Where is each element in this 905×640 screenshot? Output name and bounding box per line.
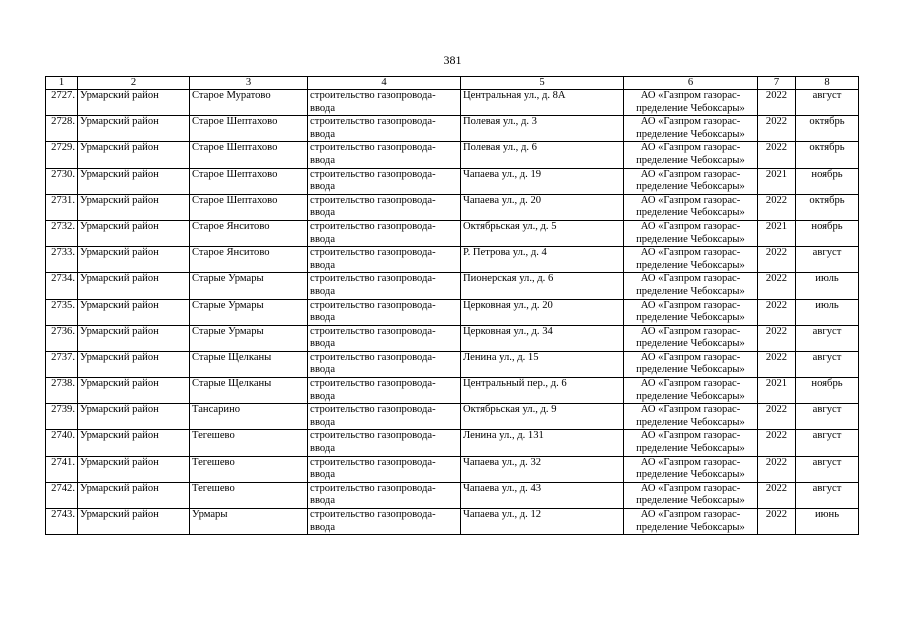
operator-cell-line: АО «Газпром газорас- — [640, 142, 741, 154]
district-cell: Урмарский район — [78, 378, 190, 404]
month-cell: октябрь — [796, 194, 859, 220]
work-type-cell-line: строительство газопровода- — [310, 168, 436, 180]
address-cell: Церковная ул., д. 34 — [461, 325, 624, 351]
operator-cell-line: АО «Газпром газорас- — [640, 194, 741, 206]
work-type-cell-line: ввода — [310, 443, 336, 455]
address-cell: Чапаева ул., д. 32 — [461, 456, 624, 482]
settlement-cell: Старые Щелканы — [190, 378, 308, 404]
row-number: 2742. — [46, 482, 78, 508]
address-cell: Ленина ул., д. 15 — [461, 351, 624, 377]
operator-cell-line: АО «Газпром газорас- — [640, 90, 741, 101]
table-row — [46, 325, 859, 351]
operator-cell-line: АО «Газпром газорас- — [640, 247, 741, 259]
row-number: 2737. — [46, 351, 78, 377]
month-cell: август — [796, 247, 859, 273]
operator-cell-line: пределение Чебоксары» — [636, 102, 745, 114]
settlement-cell: Тегешево — [190, 430, 308, 456]
settlement-cell: Старые Урмары — [190, 299, 308, 325]
work-type-cell — [308, 430, 461, 456]
month-cell: октябрь — [796, 142, 859, 168]
year-cell: 2022 — [758, 325, 796, 351]
row-number: 2728. — [46, 116, 78, 142]
operator-cell — [624, 325, 758, 351]
column-header: 8 — [796, 77, 859, 90]
operator-cell — [624, 299, 758, 325]
row-number: 2733. — [46, 247, 78, 273]
row-number: 2740. — [46, 430, 78, 456]
operator-cell-line: пределение Чебоксары» — [636, 233, 745, 245]
month-cell: июль — [796, 299, 859, 325]
work-type-cell-line: ввода — [310, 128, 336, 140]
operator-cell-line: АО «Газпром газорас- — [640, 351, 741, 363]
operator-cell — [624, 482, 758, 508]
operator-cell — [624, 404, 758, 430]
operator-cell-line: пределение Чебоксары» — [636, 259, 745, 271]
operator-cell — [624, 247, 758, 273]
address-cell: Полевая ул., д. 3 — [461, 116, 624, 142]
operator-cell-line: пределение Чебоксары» — [636, 285, 745, 297]
year-cell: 2022 — [758, 194, 796, 220]
work-type-cell — [308, 378, 461, 404]
column-header: 6 — [624, 77, 758, 90]
settlement-cell: Тегешево — [190, 482, 308, 508]
operator-cell-line: пределение Чебоксары» — [636, 495, 745, 507]
operator-cell — [624, 378, 758, 404]
settlement-cell: Старое Шептахово — [190, 116, 308, 142]
table-row — [46, 404, 859, 430]
operator-cell-line: АО «Газпром газорас- — [640, 404, 741, 416]
row-number: 2729. — [46, 142, 78, 168]
address-cell: Центральный пер., д. 6 — [461, 378, 624, 404]
year-cell: 2021 — [758, 168, 796, 194]
operator-cell-line: АО «Газпром газорас- — [640, 168, 741, 180]
district-cell: Урмарский район — [78, 404, 190, 430]
work-type-cell-line: ввода — [310, 154, 336, 166]
work-type-cell-line: ввода — [310, 233, 336, 245]
operator-cell — [624, 273, 758, 299]
work-type-cell-line: строительство газопровода- — [310, 456, 436, 468]
row-number: 2730. — [46, 168, 78, 194]
row-number: 2738. — [46, 378, 78, 404]
work-type-cell — [308, 168, 461, 194]
work-type-cell-line: ввода — [310, 416, 336, 428]
month-cell: ноябрь — [796, 168, 859, 194]
settlement-cell: Старое Шептахово — [190, 142, 308, 168]
year-cell: 2021 — [758, 220, 796, 246]
work-type-cell — [308, 247, 461, 273]
operator-cell-line: пределение Чебоксары» — [636, 443, 745, 455]
work-type-cell — [308, 325, 461, 351]
address-cell: Чапаева ул., д. 43 — [461, 482, 624, 508]
work-type-cell — [308, 142, 461, 168]
table-row — [46, 220, 859, 246]
column-header: 4 — [308, 77, 461, 90]
work-type-cell-line: ввода — [310, 181, 336, 193]
gas-pipeline-table — [45, 76, 859, 535]
month-cell: ноябрь — [796, 220, 859, 246]
year-cell: 2022 — [758, 247, 796, 273]
district-cell: Урмарский район — [78, 456, 190, 482]
work-type-cell — [308, 351, 461, 377]
settlement-cell: Старое Шептахово — [190, 194, 308, 220]
column-header: 3 — [190, 77, 308, 90]
row-number: 2739. — [46, 404, 78, 430]
row-number: 2732. — [46, 220, 78, 246]
table-row — [46, 456, 859, 482]
month-cell: август — [796, 456, 859, 482]
month-cell: ноябрь — [796, 378, 859, 404]
operator-cell-line: пределение Чебоксары» — [636, 390, 745, 402]
work-type-cell — [308, 273, 461, 299]
address-cell: Церковная ул., д. 20 — [461, 299, 624, 325]
column-header: 1 — [46, 77, 78, 90]
work-type-cell-line: строительство газопровода- — [310, 404, 436, 416]
operator-cell — [624, 194, 758, 220]
district-cell: Урмарский район — [78, 509, 190, 535]
work-type-cell-line: строительство газопровода- — [310, 194, 436, 206]
operator-cell-line: пределение Чебоксары» — [636, 154, 745, 166]
operator-cell — [624, 168, 758, 194]
month-cell: июнь — [796, 509, 859, 535]
year-cell: 2022 — [758, 116, 796, 142]
work-type-cell-line: строительство газопровода- — [310, 325, 436, 337]
operator-cell — [624, 351, 758, 377]
operator-cell — [624, 220, 758, 246]
settlement-cell: Тансарино — [190, 404, 308, 430]
row-number: 2743. — [46, 509, 78, 535]
work-type-cell-line: строительство газопровода- — [310, 142, 436, 154]
address-cell: Чапаева ул., д. 20 — [461, 194, 624, 220]
operator-cell — [624, 142, 758, 168]
month-cell: август — [796, 404, 859, 430]
work-type-cell-line: ввода — [310, 207, 336, 219]
operator-cell-line: АО «Газпром газорас- — [640, 325, 741, 337]
work-type-cell-line: ввода — [310, 338, 336, 350]
district-cell: Урмарский район — [78, 168, 190, 194]
district-cell: Урмарский район — [78, 273, 190, 299]
address-cell: Пионерская ул., д. 6 — [461, 273, 624, 299]
district-cell: Урмарский район — [78, 247, 190, 273]
work-type-cell — [308, 482, 461, 508]
month-cell: август — [796, 90, 859, 116]
table-row — [46, 482, 859, 508]
row-number: 2727. — [46, 90, 78, 116]
year-cell: 2022 — [758, 430, 796, 456]
address-cell: Ленина ул., д. 131 — [461, 430, 624, 456]
year-cell: 2021 — [758, 378, 796, 404]
work-type-cell-line: строительство газопровода- — [310, 430, 436, 442]
year-cell: 2022 — [758, 482, 796, 508]
work-type-cell-line: строительство газопровода- — [310, 299, 436, 311]
address-cell: Октябрьская ул., д. 5 — [461, 220, 624, 246]
work-type-cell-line: ввода — [310, 312, 336, 324]
operator-cell-line: АО «Газпром газорас- — [640, 220, 741, 232]
operator-cell-line: пределение Чебоксары» — [636, 416, 745, 428]
row-number: 2741. — [46, 456, 78, 482]
operator-cell-line: пределение Чебоксары» — [636, 338, 745, 350]
work-type-cell-line: ввода — [310, 495, 336, 507]
settlement-cell: Старое Янситово — [190, 220, 308, 246]
work-type-cell — [308, 456, 461, 482]
address-cell: Р. Петрова ул., д. 4 — [461, 247, 624, 273]
district-cell: Урмарский район — [78, 90, 190, 116]
operator-cell — [624, 90, 758, 116]
month-cell: июль — [796, 273, 859, 299]
operator-cell-line: АО «Газпром газорас- — [640, 509, 741, 520]
district-cell: Урмарский район — [78, 142, 190, 168]
operator-cell-line: пределение Чебоксары» — [636, 181, 745, 193]
address-cell: Чапаева ул., д. 12 — [461, 509, 624, 535]
year-cell: 2022 — [758, 456, 796, 482]
operator-cell-line: АО «Газпром газорас- — [640, 273, 741, 285]
operator-cell-line: пределение Чебоксары» — [636, 469, 745, 481]
operator-cell-line: пределение Чебоксары» — [636, 207, 745, 219]
address-cell: Центральная ул., д. 8А — [461, 90, 624, 116]
work-type-cell-line: ввода — [310, 521, 336, 533]
work-type-cell — [308, 404, 461, 430]
table-row — [46, 142, 859, 168]
district-cell: Урмарский район — [78, 194, 190, 220]
work-type-cell — [308, 299, 461, 325]
work-type-cell — [308, 194, 461, 220]
settlement-cell: Старое Муратово — [190, 90, 308, 116]
table-row — [46, 378, 859, 404]
work-type-cell-line: строительство газопровода- — [310, 116, 436, 128]
work-type-cell-line: строительство газопровода- — [310, 247, 436, 259]
work-type-cell-line: ввода — [310, 285, 336, 297]
operator-cell — [624, 509, 758, 535]
month-cell: август — [796, 351, 859, 377]
operator-cell-line: АО «Газпром газорас- — [640, 378, 741, 390]
settlement-cell: Старые Урмары — [190, 273, 308, 299]
row-number: 2731. — [46, 194, 78, 220]
column-header: 7 — [758, 77, 796, 90]
table-row — [46, 90, 859, 116]
settlement-cell: Тегешево — [190, 456, 308, 482]
table-row — [46, 351, 859, 377]
month-cell: август — [796, 482, 859, 508]
year-cell: 2022 — [758, 273, 796, 299]
work-type-cell-line: строительство газопровода- — [310, 482, 436, 494]
district-cell: Урмарский район — [78, 325, 190, 351]
settlement-cell: Старое Шептахово — [190, 168, 308, 194]
district-cell: Урмарский район — [78, 220, 190, 246]
row-number: 2735. — [46, 299, 78, 325]
year-cell: 2022 — [758, 299, 796, 325]
work-type-cell-line: строительство газопровода- — [310, 90, 436, 101]
district-cell: Урмарский район — [78, 482, 190, 508]
work-type-cell-line: строительство газопровода- — [310, 509, 436, 520]
table-row — [46, 430, 859, 456]
operator-cell — [624, 430, 758, 456]
table-row — [46, 247, 859, 273]
settlement-cell: Старые Урмары — [190, 325, 308, 351]
operator-cell — [624, 456, 758, 482]
work-type-cell — [308, 90, 461, 116]
work-type-cell-line: ввода — [310, 390, 336, 402]
district-cell: Урмарский район — [78, 430, 190, 456]
settlement-cell: Старое Янситово — [190, 247, 308, 273]
table-row — [46, 116, 859, 142]
table-row — [46, 273, 859, 299]
operator-cell-line: АО «Газпром газорас- — [640, 116, 741, 128]
work-type-cell-line: ввода — [310, 102, 336, 114]
operator-cell-line: пределение Чебоксары» — [636, 128, 745, 140]
operator-cell-line: АО «Газпром газорас- — [640, 299, 741, 311]
year-cell: 2022 — [758, 90, 796, 116]
column-header: 2 — [78, 77, 190, 90]
operator-cell-line: пределение Чебоксары» — [636, 521, 745, 533]
table-row — [46, 194, 859, 220]
settlement-cell: Старые Щелканы — [190, 351, 308, 377]
year-cell: 2022 — [758, 404, 796, 430]
work-type-cell-line: строительство газопровода- — [310, 273, 436, 285]
work-type-cell-line: строительство газопровода- — [310, 351, 436, 363]
operator-cell-line: АО «Газпром газорас- — [640, 482, 741, 494]
month-cell: август — [796, 325, 859, 351]
operator-cell-line: АО «Газпром газорас- — [640, 456, 741, 468]
work-type-cell-line: строительство газопровода- — [310, 378, 436, 390]
row-number: 2734. — [46, 273, 78, 299]
work-type-cell-line: ввода — [310, 259, 336, 271]
page-number: 381 — [443, 53, 462, 67]
operator-cell — [624, 116, 758, 142]
table-row — [46, 168, 859, 194]
table-row — [46, 299, 859, 325]
year-cell: 2022 — [758, 509, 796, 535]
month-cell: октябрь — [796, 116, 859, 142]
header-row — [46, 77, 859, 90]
work-type-cell-line: ввода — [310, 469, 336, 481]
work-type-cell-line: строительство газопровода- — [310, 220, 436, 232]
column-header: 5 — [461, 77, 624, 90]
operator-cell-line: пределение Чебоксары» — [636, 312, 745, 324]
address-cell: Октябрьская ул., д. 9 — [461, 404, 624, 430]
operator-cell-line: пределение Чебоксары» — [636, 364, 745, 376]
year-cell: 2022 — [758, 351, 796, 377]
month-cell: август — [796, 430, 859, 456]
table-row — [46, 509, 859, 535]
row-number: 2736. — [46, 325, 78, 351]
address-cell: Чапаева ул., д. 19 — [461, 168, 624, 194]
work-type-cell — [308, 509, 461, 535]
operator-cell-line: АО «Газпром газорас- — [640, 430, 741, 442]
work-type-cell-line: ввода — [310, 364, 336, 376]
district-cell: Урмарский район — [78, 116, 190, 142]
address-cell: Полевая ул., д. 6 — [461, 142, 624, 168]
work-type-cell — [308, 220, 461, 246]
settlement-cell: Урмары — [190, 509, 308, 535]
district-cell: Урмарский район — [78, 351, 190, 377]
district-cell: Урмарский район — [78, 299, 190, 325]
year-cell: 2022 — [758, 142, 796, 168]
work-type-cell — [308, 116, 461, 142]
